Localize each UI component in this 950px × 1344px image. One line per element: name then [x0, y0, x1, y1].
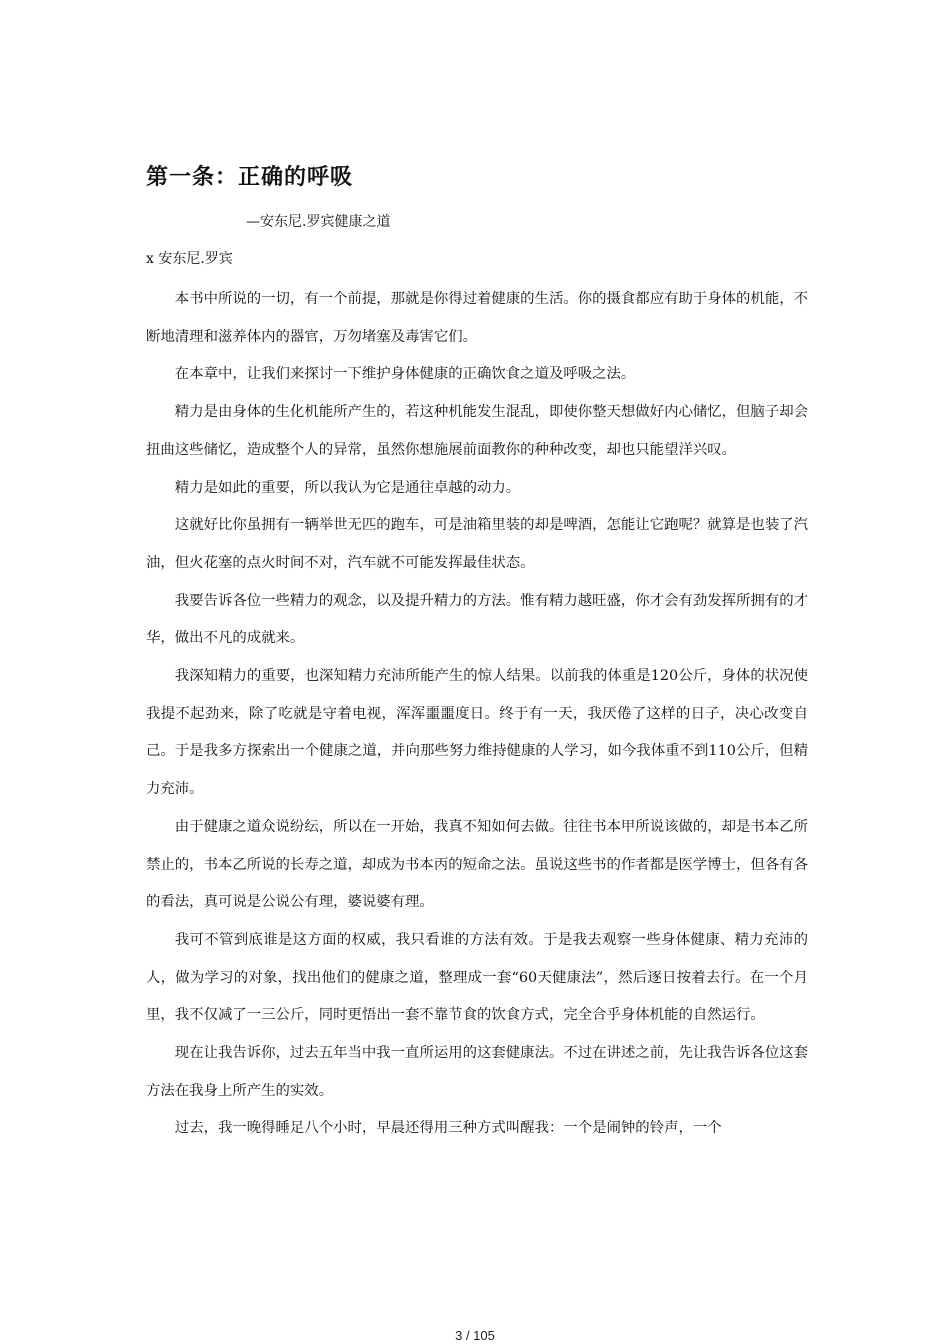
paragraph: 精力是由身体的生化机能所产生的，若这种机能发生混乱，即使你整天想做好内心储忆，但脑子却会扭曲这些储忆，造成整个人的异常，虽然你想施展前面教你的种种改变，却也只能望洋兴叹。 — [146, 404, 808, 458]
section-subtitle: —安东尼.罗宾健康之道 — [246, 214, 391, 230]
author-line: x 安东尼.罗宾 — [146, 251, 233, 267]
paragraph: 这就好比你虽拥有一辆举世无匹的跑车，可是油箱里装的却是啤酒，怎能让它跑呢？就算是也装了汽油，但火花塞的点火时间不对，汽车就不可能发挥最佳状态。 — [146, 517, 808, 571]
page-number: 3 / 105 — [455, 1328, 495, 1343]
paragraph: 在本章中，让我们来探讨一下维护身体健康的正确饮食之道及呼吸之法。 — [174, 366, 636, 383]
paragraph: 我深知精力的重要，也深知精力充沛所能产生的惊人结果。以前我的体重是120公斤，身体的状况使我提不起劲来，除了吃就是守着电视，浑浑噩噩度日。终于有一天，我厌倦了这样的日子，决心改变自己。于是我多方探索出一个健康之道，并向那些努力维持健康的人学习，如今我体重不到110公斤，但精力充沛。 — [146, 668, 808, 798]
paragraph: 过去，我一晚得睡足八个小时，早晨还得用三种方式叫醒我：一个是闹钟的铃声，一个 — [174, 1120, 722, 1137]
paragraph: 现在让我告诉你，过去五年当中我一直所运用的这套健康法。不过在讲述之前，先让我告诉各位这套方法在我身上所产生的实效。 — [146, 1045, 808, 1099]
paragraph: 我要告诉各位一些精力的观念，以及提升精力的方法。惟有精力越旺盛，你才会有劲发挥所拥有的才华，做出不凡的成就来。 — [146, 592, 808, 647]
paragraph: 我可不管到底谁是这方面的权威，我只看谁的方法有效。于是我去观察一些身体健康、精力充沛的人，做为学习的对象，找出他们的健康之道，整理成一套“60天健康法”，然后逐日按着去行。在一个月里，我不仅减了一三公斤，同时更悟出一套不靠节食的饮食方式，完全合乎身体机能的自然运行。 — [146, 931, 808, 1024]
paragraph: 本书中所说的一切，有一个前提，那就是你得过着健康的生活。你的摄食都应有助于身体的机能，不断地清理和滋养体内的器官，万勿堵塞及毒害它们。 — [146, 291, 808, 345]
paragraph: 精力是如此的重要，所以我认为它是通往卓越的动力。 — [174, 479, 521, 496]
body-text — [146, 281, 808, 1148]
section-title: 第一条：正确的呼吸 — [146, 165, 354, 190]
paragraph: 由于健康之道众说纷纭，所以在一开始，我真不知如何去做。往往书本甲所说该做的，却是书本乙所禁止的，书本乙所说的长寿之道，却成为书本丙的短命之法。虽说这些书的作者都是医学博士，但各有各的看法，真可说是公说公有理，婆说婆有理。 — [146, 818, 808, 911]
